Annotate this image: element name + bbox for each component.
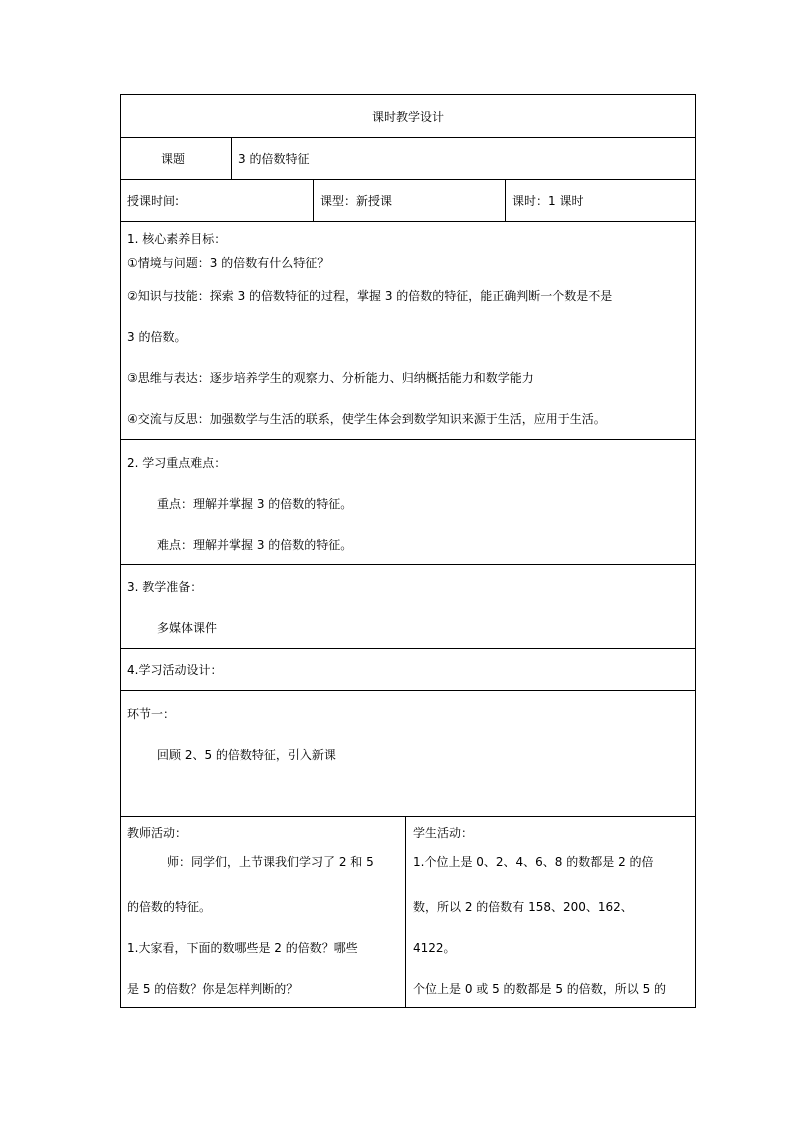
objective-line: ①情境与问题：3 的倍数有什么特征？ <box>127 256 330 270</box>
step-one-content: 回顾 2、5 的倍数特征，引入新课 <box>157 748 336 762</box>
teacher-activity-line: 的倍数的特征。 <box>127 900 212 914</box>
objectives-heading: 1. 核心素养目标： <box>127 232 227 246</box>
lesson-hours-label: 课时：1 课时 <box>512 194 584 208</box>
student-activity-line: 个位上是 0 或 5 的数都是 5 的倍数，所以 5 的 <box>413 982 667 996</box>
key-point: 重点：理解并掌握 3 的倍数的特征。 <box>157 497 353 511</box>
topic-value: 3 的倍数特征 <box>238 152 310 166</box>
document-title: 课时教学设计 <box>371 110 444 124</box>
time-cell <box>121 180 313 221</box>
student-activity-cell <box>405 817 695 1007</box>
student-activity-line: 4122。 <box>413 941 456 955</box>
teacher-activity-line: 师：同学们，上节课我们学习了 2 和 5 <box>167 855 374 869</box>
key-points-heading: 2. 学习重点难点： <box>127 456 227 470</box>
teacher-activity-cell <box>121 817 405 1007</box>
objectives-section <box>121 222 695 440</box>
topic-label: 课题 <box>161 152 186 166</box>
student-activity-heading: 学生活动： <box>413 826 474 840</box>
student-activity-line: 1.个位上是 0、2、4、6、8 的数都是 2 的倍 <box>413 855 654 869</box>
lesson-hours-cell <box>505 180 695 221</box>
difficult-point: 难点：理解并掌握 3 的倍数的特征。 <box>157 538 353 552</box>
teacher-activity-line: 1.大家看，下面的数哪些是 2 的倍数？哪些 <box>127 941 358 955</box>
activities-heading: 4.学习活动设计： <box>127 663 223 677</box>
objective-line: 3 的倍数。 <box>127 330 187 344</box>
student-activity-line: 数，所以 2 的倍数有 158、200、162、 <box>413 900 633 914</box>
teacher-activity-line: 是 5 的倍数？你是怎样判断的？ <box>127 982 299 996</box>
activities-row <box>121 817 695 1007</box>
lesson-plan-table <box>120 94 696 1008</box>
key-points-section <box>121 440 695 565</box>
preparation-heading: 3. 教学准备： <box>127 580 203 594</box>
preparation-section <box>121 565 695 649</box>
activities-section <box>121 649 695 691</box>
step-one-section <box>121 691 695 817</box>
lesson-type-cell <box>313 180 505 221</box>
topic-value-cell <box>231 138 695 179</box>
info-row <box>121 180 695 222</box>
teacher-activity-heading: 教师活动： <box>127 826 188 840</box>
objective-line: ③思维与表达：逐步培养学生的观察力、分析能力、归纳概括能力和数学能力 <box>127 371 534 385</box>
lesson-type-label: 课型：新授课 <box>320 194 393 208</box>
objective-line: ②知识与技能：探索 3 的倍数特征的过程，掌握 3 的倍数的特征，能正确判断一个数是不是 <box>127 289 613 303</box>
objective-line: ④交流与反思：加强数学与生活的联系，使学生体会到数学知识来源于生活，应用于生活。 <box>127 412 606 426</box>
topic-label-cell <box>121 138 231 179</box>
topic-row <box>121 138 695 180</box>
step-one-heading: 环节一： <box>127 707 176 721</box>
title-row <box>121 95 695 138</box>
teaching-time-label: 授课时间: <box>127 194 180 208</box>
preparation-content: 多媒体课件 <box>157 621 218 635</box>
